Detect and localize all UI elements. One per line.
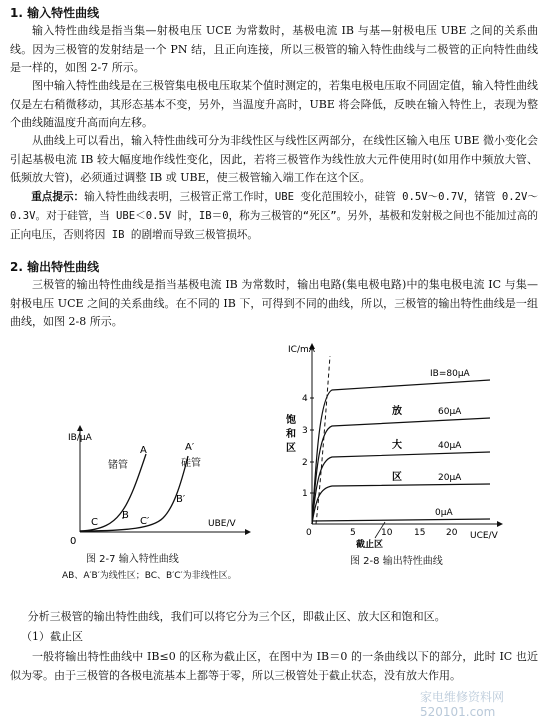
fig28-region-sat-2: 和 <box>286 429 296 440</box>
fig28-region-amp-2: 大 <box>392 440 402 451</box>
fig27-ylabel: IB/μA <box>68 433 92 443</box>
key-note-text: 输入特性曲线表明，三极管正常工作时，UBE 变化范围较小，硅管 0.5V～0.7V，锗管 0.2V～0.3V。对于硅管，当 UBE＜0.5V 时，IB＝0，称为三极管的“死区”。另外，基极和发射极之间也不能加过高的正向电压，否则将因 IB 的剧增而导致三极管损坏。 <box>10 191 538 241</box>
section3-para1: 分析三极管的输出特性曲线，我们可以将它分为三个区，即截止区、放大区和饱和区。 <box>27 610 446 623</box>
fig27-ge-label: 锗管 <box>108 460 128 471</box>
section3-para2: 一般将输出特性曲线中 IB≤0 的区称为截止区，在图中为 IB＝0 的一条曲线以下的部分，此时 IC 也近似为零。由于三极管的各极电流基本上都等于零，所以三极管处于截止状态，没有放大作用。 <box>10 650 538 682</box>
fig28-ytick-3: 3 <box>302 426 308 436</box>
key-note-label: 重点提示： <box>31 191 85 203</box>
fig28-region-cut: 截止区 <box>356 540 384 548</box>
section1-para2: 图中输入特性曲线是在三极管集电极电压取某个值时测定的，若集电极电压取不同固定值，输入特性曲线仅是左右稍微移动，其形态基本不变，另外，当温度升高时，UBE 将会降低，反映在输入特性上，表现为整个曲线随温度升高而向左移。 <box>10 79 538 129</box>
fig28-region-amp-1: 放 <box>392 406 402 417</box>
section1-title: 1. 输入特性曲线 <box>10 6 100 20</box>
fig28-xlabel: UCE/V <box>470 531 498 541</box>
fig28-curve-label-0: 0μA <box>435 508 453 518</box>
fig28-curve-40 <box>312 452 490 524</box>
fig27-origin: 0 <box>70 536 77 547</box>
fig28-region-amp-3: 区 <box>392 472 402 483</box>
fig27-point-c2: C′ <box>140 516 150 527</box>
fig27-si-label: 硅管 <box>181 458 201 469</box>
fig28-curve-label-20: 20μA <box>438 473 462 483</box>
fig28-curve-label-40: 40μA <box>438 441 462 451</box>
fig28-xtick-20: 20 <box>446 528 458 538</box>
fig28-region-sat-1: 饱 <box>286 415 296 426</box>
fig27-xlabel: UBE/V <box>208 519 236 529</box>
section2-title: 2. 输出特性曲线 <box>10 260 100 274</box>
figure-2-7 <box>58 418 258 558</box>
section3-item1: （1）截止区 <box>21 630 83 643</box>
fig28-curve-60 <box>312 418 490 524</box>
fig28-curve-0 <box>312 519 490 521</box>
fig28-ylabel: IC/mA <box>288 345 315 355</box>
figure-2-8 <box>280 338 510 548</box>
fig28-ytick-2: 2 <box>302 458 308 468</box>
section2-para1: 三极管的输出特性曲线是指当基极电流 IB 为常数时，输出电路(集电极电路)中的集电极电流 IC 与集—射极电压 UCE 之间的关系曲线。在不同的 IB 下，可得到不同的曲线，所以，三极管的输出特性曲线是一组曲线，如图 2-8 所示。 <box>10 278 538 328</box>
fig27-point-a: A <box>140 445 147 456</box>
fig28-xtick-10: 10 <box>381 528 393 538</box>
fig28-xtick-5: 5 <box>350 528 356 538</box>
fig28-region-sat-3: 区 <box>286 443 296 454</box>
fig28-ytick-4: 4 <box>302 394 308 404</box>
fig27-point-b: B <box>122 510 129 521</box>
fig27-point-b2: B′ <box>176 494 186 505</box>
fig28-curve-20 <box>312 484 490 524</box>
fig28-curve-label-60: 60μA <box>438 407 462 417</box>
fig28-ytick-1: 1 <box>302 489 308 499</box>
section1-para3: 从曲线上可以看出，输入特性曲线可分为非线性区与线性区两部分，在线性区输入电压 UBE 微小变化会引起基极电流 IB 较大幅度地作线性变化，因此，若将三极管作为线性放大元件使用时(如用作中频放大管、低频放大管)，必须通过调整 IB 或 UBE，使三极管输入端工作在这个区。 <box>10 134 538 184</box>
fig28-xtick-0: 0 <box>306 528 312 538</box>
fig27-point-a2: A′ <box>185 442 195 453</box>
fig27-subcaption: AB、A′B′为线性区；BC、B′C′为非线性区。 <box>62 571 237 581</box>
fig28-caption: 图 2-8 输出特性曲线 <box>350 556 443 567</box>
section1-para1: 输入特性曲线是指当集—射极电压 UCE 为常数时，基极电流 IB 与基—射极电压 UBE 之间的关系曲线。因为三极管的发射结是一个 PN 结，且正向连接，所以三极管的输入特性曲线与二极管的正向特性曲线是一样的，如图 2-7 所示。 <box>10 24 538 74</box>
fig28-curve-label-80: IB=80μA <box>430 369 470 379</box>
fig28-curve-80 <box>312 380 490 524</box>
key-note <box>10 188 538 245</box>
fig27-caption: 图 2-7 输入特性曲线 <box>86 554 179 565</box>
watermark: 家电维修资料网 520101.com <box>420 690 505 719</box>
fig28-xtick-15: 15 <box>414 528 426 538</box>
fig27-point-c: C <box>91 517 98 528</box>
